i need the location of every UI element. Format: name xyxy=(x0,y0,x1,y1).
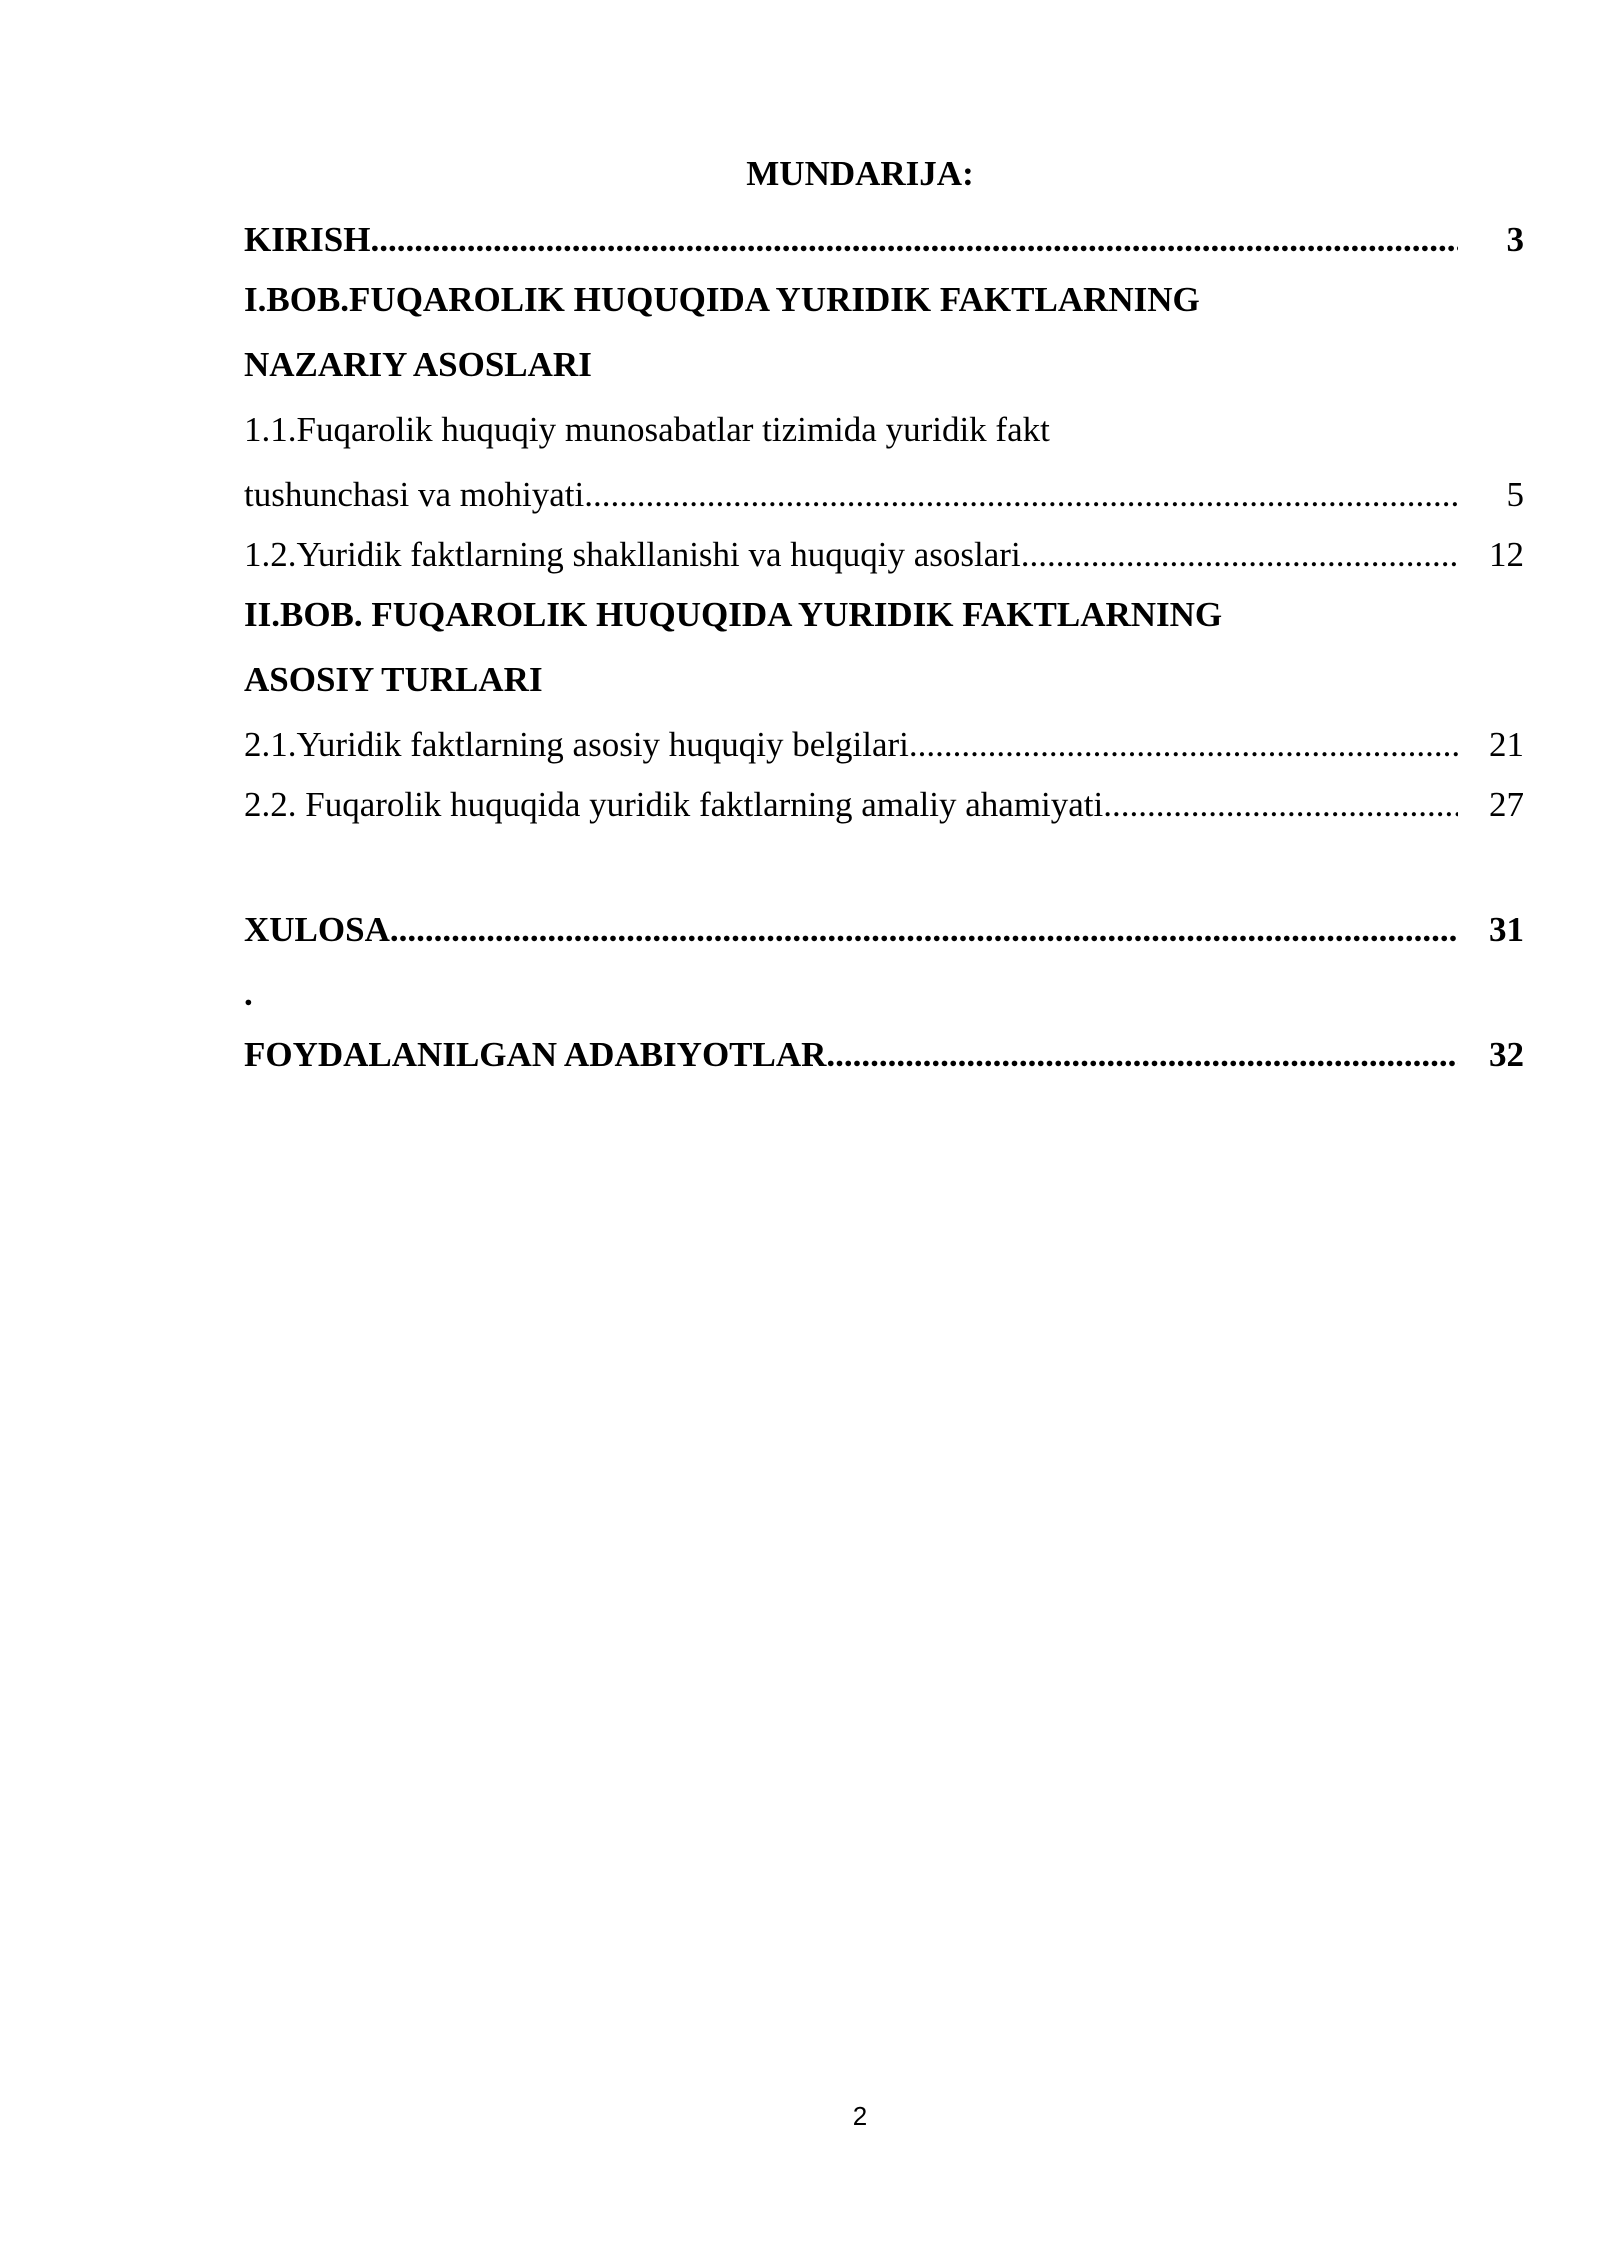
toc-entry-xulosa[interactable] xyxy=(244,906,1458,954)
toc-entry-kirish[interactable] xyxy=(244,216,1458,264)
toc-entry-1-2[interactable] xyxy=(244,531,1458,579)
page-title: MUNDARIJA: xyxy=(746,154,974,193)
dot-leader xyxy=(390,906,1458,954)
toc-entry-2-2[interactable] xyxy=(244,781,1458,829)
toc-section-heading[interactable]: 1.1.Fuqarolik huquqiy munosabatlar tizimida yuridik fakt xyxy=(244,410,1050,449)
toc-entry-label: tushunchasi va mohiyati xyxy=(244,475,585,514)
toc-page-number: 3 xyxy=(1506,220,1524,259)
toc-page-number: 31 xyxy=(1489,910,1524,949)
dot-leader xyxy=(584,471,1458,519)
toc-chapter-heading-cont[interactable]: NAZARIY ASOSLARI xyxy=(244,345,592,384)
footer-page-number: 2 xyxy=(852,2101,868,2131)
toc-page-number: 21 xyxy=(1489,725,1524,764)
toc-entry-1-1[interactable] xyxy=(244,471,1458,519)
toc-chapter-heading[interactable]: I.BOB.FUQAROLIK HUQUQIDA YURIDIK FAKTLARNING xyxy=(244,280,1200,319)
toc-entry-label: XULOSA xyxy=(244,910,390,949)
toc-entry-label: 2.2. Fuqarolik huquqida yuridik faktlarning amaliy ahamiyati xyxy=(244,785,1104,824)
toc-entry-label: 2.1.Yuridik faktlarning asosiy huquqiy belgilari xyxy=(244,725,909,764)
dot-leader xyxy=(1021,531,1458,579)
dot-leader xyxy=(370,216,1458,264)
toc-entry-label: 1.2.Yuridik faktlarning shakllanishi va huquqiy asoslari xyxy=(244,535,1021,574)
toc-entry-label: FOYDALANILGAN ADABIYOTLAR xyxy=(244,1035,827,1074)
toc-entry-bibliography[interactable] xyxy=(244,1031,1458,1079)
toc-entry-2-1[interactable] xyxy=(244,721,1458,769)
toc-entry-label: KIRISH xyxy=(244,220,371,259)
toc-page-number: 12 xyxy=(1489,535,1524,574)
toc-page-number: 32 xyxy=(1489,1035,1524,1074)
stray-dot: . xyxy=(244,974,253,1013)
toc-chapter-heading-cont[interactable]: ASOSIY TURLARI xyxy=(244,660,543,699)
dot-leader xyxy=(1103,781,1458,829)
dot-leader xyxy=(909,721,1458,769)
dot-leader xyxy=(826,1031,1458,1079)
toc-chapter-heading[interactable]: II.BOB. FUQAROLIK HUQUQIDA YURIDIK FAKTLARNING xyxy=(244,595,1223,634)
toc-page-number: 5 xyxy=(1506,475,1524,514)
toc-page-number: 27 xyxy=(1489,785,1524,824)
